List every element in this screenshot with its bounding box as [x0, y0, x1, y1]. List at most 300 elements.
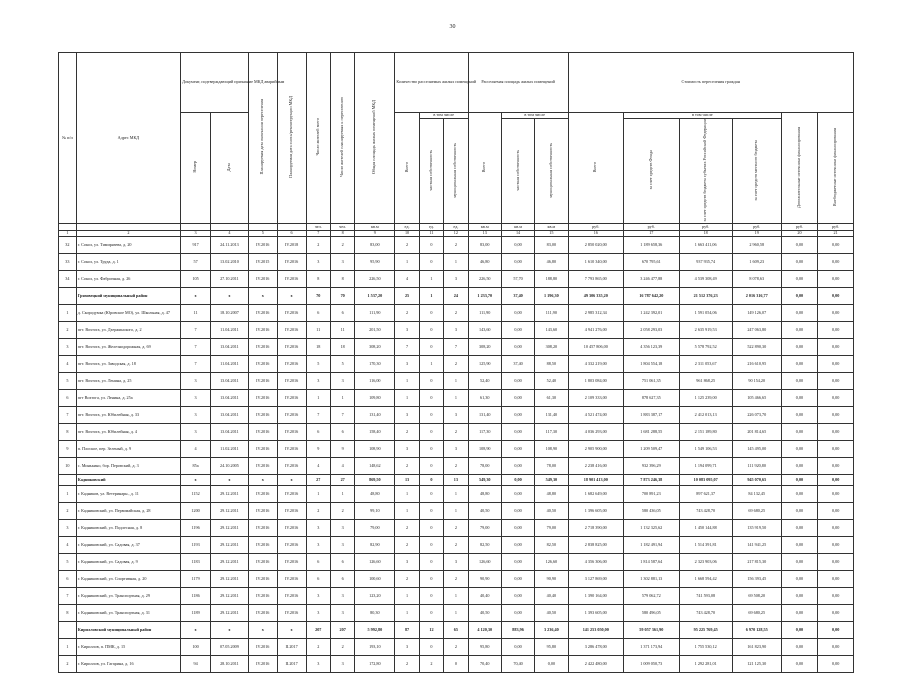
cell-dem: IV.2016: [277, 458, 306, 475]
table-row: [59, 503, 854, 520]
cell-area: 170,30: [355, 356, 395, 373]
cell-a: 111,90: [468, 305, 501, 322]
cell-cl: 135 919,50: [732, 520, 781, 537]
cell-dem: II.2017: [277, 656, 306, 673]
address-cell: д. Скородумка (Юровское МО), ул. Школьная, д. 47: [76, 305, 180, 322]
cell-num: x: [181, 622, 211, 639]
cell-rp: 1: [419, 288, 443, 305]
cell-r: 2: [395, 305, 419, 322]
cell-a: 83,00: [468, 237, 501, 254]
cell-cl: 226 073,70: [732, 407, 781, 424]
cell-rp: 0: [419, 373, 443, 390]
cell-cl: 522 890,30: [732, 339, 781, 356]
cell-ap: 883,96: [501, 622, 534, 639]
cell-ce2: 0,00: [818, 305, 854, 322]
cell-am: 40,50: [535, 503, 568, 520]
cell-n: 7: [59, 407, 77, 424]
column-number-cell: 8: [330, 231, 354, 237]
cell-a: 40,50: [468, 503, 501, 520]
cell-n: 3: [59, 520, 77, 537]
cell-date: 29.12.2011: [211, 486, 249, 503]
cell-rm: 1: [444, 254, 468, 271]
cell-cl: 945 070,65: [732, 475, 781, 486]
unit-cell: руб.: [732, 224, 781, 231]
cell-n: 8: [59, 424, 77, 441]
cell-ap: 57,70: [501, 271, 534, 288]
cell-ap: 0,00: [501, 407, 534, 424]
cell-end: IV.2016: [248, 356, 277, 373]
cell-ct: 49 306 335,20: [568, 288, 624, 305]
header-doc-group: Документ, подтверждающий признание МКД аварийным: [181, 53, 249, 113]
cell-n: 5: [59, 373, 77, 390]
cell-res2: 207: [330, 622, 354, 639]
cell-cr: 1 668 594,42: [679, 571, 732, 588]
cell-num: x: [181, 475, 211, 486]
cell-ct: 1 390 164,00: [568, 588, 624, 605]
header-row-groups: [59, 53, 854, 113]
cell-ce: 0,00: [781, 254, 818, 271]
table-row: [59, 458, 854, 475]
cell-am: 48,80: [535, 486, 568, 503]
cell-a: 125,90: [468, 356, 501, 373]
cell-res2: 18: [330, 339, 354, 356]
cell-ce2: 0,00: [818, 537, 854, 554]
cell-ce2: 0,00: [818, 356, 854, 373]
cell-res: 1: [306, 390, 330, 407]
cell-rp: 0: [419, 571, 443, 588]
cell-cl: 145 495,00: [732, 441, 781, 458]
cell-num: 4: [181, 441, 211, 458]
cell-rp: 0: [419, 339, 443, 356]
cell-ct: 1 682 649,00: [568, 486, 624, 503]
cell-cl: 247 063,80: [732, 322, 781, 339]
cell-end: x: [248, 288, 277, 305]
address-cell: г. Кириллов, п. ПМК, д. 15: [76, 639, 180, 656]
cell-rm: 65: [444, 622, 468, 639]
cell-dem: IV.2018: [277, 237, 306, 254]
column-number-cell: 20: [781, 231, 818, 237]
cell-date: 18.10.2007: [211, 305, 249, 322]
cell-area: 100,60: [355, 571, 395, 588]
cell-a: 117,30: [468, 424, 501, 441]
cell-rp: 0: [419, 254, 443, 271]
header-area-incl: в том числе: [501, 113, 568, 119]
cell-area: 109,80: [355, 390, 395, 407]
cell-area: 99,10: [355, 503, 395, 520]
cell-end: IV.2016: [248, 322, 277, 339]
cell-res2: 7: [330, 407, 354, 424]
cell-end: IV.2016: [248, 424, 277, 441]
cell-ap: 0,00: [501, 486, 534, 503]
cell-cr: 95 225 769,45: [679, 622, 732, 639]
header-rooms-total: Всего: [395, 113, 419, 224]
cell-num: 11: [181, 305, 211, 322]
cell-a: 78,00: [468, 458, 501, 475]
cell-cr: 1 292 281,01: [679, 656, 732, 673]
column-number-cell: 21: [818, 231, 854, 237]
cell-am: 117,30: [535, 424, 568, 441]
cell-r: 2: [395, 656, 419, 673]
cell-r: 1: [395, 588, 419, 605]
table-row: [59, 390, 854, 407]
cell-cf: 1 242 392,01: [624, 305, 680, 322]
header-cost-extra: Дополнительные источники финансирования: [781, 113, 818, 224]
cell-cl: 90 154,20: [732, 373, 781, 390]
cell-ce2: 0,00: [818, 458, 854, 475]
cell-ce2: 0,00: [818, 520, 854, 537]
cell-ce2: 0,00: [818, 605, 854, 622]
unit-cell: кв.м: [501, 224, 534, 231]
cell-ap: 0,00: [501, 639, 534, 656]
cell-res2: 9: [330, 441, 354, 458]
column-number-cell: 14: [501, 231, 534, 237]
cell-rm: 13: [444, 475, 468, 486]
cell-cl: 69 508,20: [732, 588, 781, 605]
cell-r: 25: [395, 288, 419, 305]
cell-res: 8: [306, 271, 330, 288]
cell-ap: 0,00: [501, 339, 534, 356]
cell-area: 80,30: [355, 605, 395, 622]
cell-cr: 1 755 530,12: [679, 639, 732, 656]
cell-rp: 0: [419, 639, 443, 656]
cell-cl: 141 941,25: [732, 537, 781, 554]
column-number-cell: 12: [444, 231, 468, 237]
address-cell: г. Кириллов, ул. Гагарина, д. 16: [76, 656, 180, 673]
address-cell: г. Кадниковский, ул. Садовая, д. 37: [76, 537, 180, 554]
cell-n: 4: [59, 356, 77, 373]
cell-ce2: 0,00: [818, 390, 854, 407]
cell-end: IV.2016: [248, 537, 277, 554]
cell-n: 34: [59, 271, 77, 288]
table-row: [59, 322, 854, 339]
cell-cr: 1 125 239,00: [679, 390, 732, 407]
table-row: [59, 407, 854, 424]
cell-rp: 0: [419, 407, 443, 424]
cell-area: 123,20: [355, 588, 395, 605]
cell-am: 40,40: [535, 588, 568, 605]
cell-r: 87: [395, 622, 419, 639]
cell-r: 2: [395, 571, 419, 588]
address-cell: пгт. Вохтога, ул. Железнодорожная, д. 69: [76, 339, 180, 356]
cell-n: 2: [59, 656, 77, 673]
unit-cell: кв.м: [355, 224, 395, 231]
cell-am: 188,80: [535, 271, 568, 288]
header-area-private: частная собственность: [501, 118, 534, 223]
cell-ap: 0,00: [501, 571, 534, 588]
cell-num: 3: [181, 373, 211, 390]
cell-cf: 59 057 361,90: [624, 622, 680, 639]
cell-ce: 0,00: [781, 571, 818, 588]
cell-dem: IV.2016: [277, 254, 306, 271]
cell-a: 308,20: [468, 339, 501, 356]
cell-area: 1 537,20: [355, 288, 395, 305]
cell-rm: 7: [444, 339, 468, 356]
cell-res2: 2: [330, 237, 354, 254]
cell-r: 7: [395, 339, 419, 356]
cell-cr: 21 512 376,23: [679, 288, 732, 305]
cell-cr: 5 578 792,52: [679, 339, 732, 356]
cell-cf: 580 436,05: [624, 503, 680, 520]
subtotal-row: [59, 622, 854, 639]
cell-ce2: 0,00: [818, 588, 854, 605]
unit-cell: руб.: [568, 224, 624, 231]
cell-cl: 149 126,07: [732, 305, 781, 322]
cell-n: 5: [59, 554, 77, 571]
cell-res2: 3: [330, 373, 354, 390]
cell-dem: IV.2016: [277, 520, 306, 537]
cell-cf: 1 814 587,64: [624, 554, 680, 571]
cell-dem: IV.2016: [277, 339, 306, 356]
cell-end: IV.2016: [248, 271, 277, 288]
cell-dem: IV.2016: [277, 588, 306, 605]
cell-dem: IV.2016: [277, 356, 306, 373]
cell-rp: 0: [419, 475, 443, 486]
table-row: [59, 486, 854, 503]
cell-cr: 2 412 013,13: [679, 407, 732, 424]
unit-cell: чел.: [330, 224, 354, 231]
cell-dem: IV.2016: [277, 441, 306, 458]
cell-dem: IV.2016: [277, 554, 306, 571]
cell-ce2: 0,00: [818, 639, 854, 656]
cell-rp: 1: [419, 271, 443, 288]
cell-rm: 1: [444, 588, 468, 605]
column-number-cell: 2: [76, 231, 180, 237]
unit-cell: кв.м: [535, 224, 568, 231]
cell-rp: 0: [419, 390, 443, 407]
cell-am: 52,40: [535, 373, 568, 390]
cell-ce2: 0,00: [818, 503, 854, 520]
header-rooms-private: частная собственность: [419, 118, 443, 223]
cell-ce: 0,00: [781, 373, 818, 390]
cell-num: 917: [181, 237, 211, 254]
cell-cf: 670 795,61: [624, 254, 680, 271]
cell-am: 0,00: [535, 656, 568, 673]
cell-area: 126,60: [355, 554, 395, 571]
cell-cf: 751 061,35: [624, 373, 680, 390]
cell-ct: 7 793 865,00: [568, 271, 624, 288]
column-number-cell: 1: [59, 231, 77, 237]
header-doc-date: Дата: [211, 113, 249, 224]
cell-r: 2: [395, 424, 419, 441]
cell-cl: 161 823,90: [732, 639, 781, 656]
address-cell: пгт. Вохтога, ул. Юбилейная, д. 4: [76, 424, 180, 441]
cell-res: 3: [306, 373, 330, 390]
cell-ct: 2 985 312,34: [568, 305, 624, 322]
cell-res: 6: [306, 424, 330, 441]
cell-cf: 932 396,29: [624, 458, 680, 475]
cell-ct: 3 127 869,00: [568, 571, 624, 588]
table-row: [59, 373, 854, 390]
cell-ce2: 0,00: [818, 424, 854, 441]
cell-date: 24.11.2013: [211, 237, 249, 254]
address-cell: Кадниковский: [76, 475, 180, 486]
cell-res: 3: [306, 656, 330, 673]
cell-ce2: 0,00: [818, 554, 854, 571]
cell-res2: 3: [330, 537, 354, 554]
cell-am: 131,40: [535, 407, 568, 424]
cell-end: IV.2016: [248, 605, 277, 622]
cell-num: 100: [181, 639, 211, 656]
header-doc-number: Номер: [181, 113, 211, 224]
cell-rm: 2: [444, 520, 468, 537]
cell-rm: 2: [444, 356, 468, 373]
cell-res: 7: [306, 407, 330, 424]
column-number-cell: 19: [732, 231, 781, 237]
cell-ct: 1 610 340,00: [568, 254, 624, 271]
cell-ce: 0,00: [781, 537, 818, 554]
table-row: [59, 537, 854, 554]
address-cell: г. Кадниковский, ул. Транспортная, д. 29: [76, 588, 180, 605]
cell-am: 90,90: [535, 571, 568, 588]
cell-num: 1189: [181, 605, 211, 622]
header-cost-fund: за счет средств Фонда: [624, 118, 680, 223]
cell-dem: IV.2016: [277, 605, 306, 622]
column-number-cell: 7: [306, 231, 330, 237]
cell-ct: 18 901 413,00: [568, 475, 624, 486]
cell-rm: 3: [444, 322, 468, 339]
cell-rp: 0: [419, 605, 443, 622]
cell-ct: 3 286 478,00: [568, 639, 624, 656]
cell-r: 2: [395, 537, 419, 554]
header-planned-end: Планируемая дата окончания переселения: [248, 53, 277, 224]
cell-area: 111,90: [355, 305, 395, 322]
cell-cl: 69 680,25: [732, 503, 781, 520]
cell-area: 226,50: [355, 271, 395, 288]
column-number-cell: 5: [248, 231, 277, 237]
cell-ce2: 0,00: [818, 571, 854, 588]
cell-res2: 3: [330, 656, 354, 673]
cell-n: 4: [59, 537, 77, 554]
cell-area: 308,20: [355, 339, 395, 356]
cell-cr: 2 151 189,80: [679, 424, 732, 441]
cell-cl: 6 970 128,55: [732, 622, 781, 639]
cell-ce: 0,00: [781, 458, 818, 475]
cell-r: 13: [395, 475, 419, 486]
cell-a: 48,80: [468, 486, 501, 503]
cell-dem: x: [277, 622, 306, 639]
cell-end: IV.2016: [248, 520, 277, 537]
cell-dem: IV.2016: [277, 407, 306, 424]
header-address: Адрес МКД: [76, 53, 180, 224]
cell-n: [59, 288, 77, 305]
address-cell: г. Сокол, ул. Тимирязева, д. 20: [76, 237, 180, 254]
cell-date: 11.04.2011: [211, 322, 249, 339]
cell-ce: 0,00: [781, 475, 818, 486]
cell-rm: 2: [444, 237, 468, 254]
cell-dem: IV.2016: [277, 424, 306, 441]
cell-ce2: 0,00: [818, 254, 854, 271]
cell-rp: 2: [419, 656, 443, 673]
cell-cf: 579 062,72: [624, 588, 680, 605]
cell-res2: 3: [330, 588, 354, 605]
header-rooms-municipal: муниципальная собственность: [444, 118, 468, 223]
cell-ce2: 0,00: [818, 407, 854, 424]
cell-dem: x: [277, 288, 306, 305]
cell-res2: 6: [330, 305, 354, 322]
cell-cr: 1 514 391,81: [679, 537, 732, 554]
cell-res: 3: [306, 520, 330, 537]
cell-n: 7: [59, 588, 77, 605]
cell-cf: 7 873 246,38: [624, 475, 680, 486]
cell-end: IV.2016: [248, 571, 277, 588]
cell-cf: 1 883 387,17: [624, 407, 680, 424]
cell-res2: 6: [330, 424, 354, 441]
cell-am: 78,00: [535, 458, 568, 475]
cell-n: 8: [59, 605, 77, 622]
cell-cf: 1 132 325,62: [624, 520, 680, 537]
cell-a: 226,50: [468, 271, 501, 288]
header-area-total: Всего: [468, 113, 501, 224]
cell-res: 5: [306, 356, 330, 373]
cell-cr: 743 428,70: [679, 503, 732, 520]
cell-end: IV.2016: [248, 486, 277, 503]
header-planned-demolition: Планируемая дата сноса/реконструкции МКД: [277, 53, 306, 224]
cell-end: IV.2016: [248, 458, 277, 475]
cell-ap: 0,00: [501, 424, 534, 441]
cell-cr: 1 663 411,06: [679, 237, 732, 254]
cell-r: 2: [395, 458, 419, 475]
table-row: [59, 339, 854, 356]
cell-ct: 1 396 605,00: [568, 503, 624, 520]
cell-r: 3: [395, 322, 419, 339]
cell-date: 13.04.2011: [211, 424, 249, 441]
address-cell: Грязовецкий муниципальный район: [76, 288, 180, 305]
cell-res: 6: [306, 571, 330, 588]
cell-res2: 2: [330, 503, 354, 520]
cell-area: 172,80: [355, 656, 395, 673]
cell-rp: 12: [419, 622, 443, 639]
cell-n: [59, 475, 77, 486]
table-row: [59, 520, 854, 537]
cell-ce2: 0,00: [818, 271, 854, 288]
cell-end: IV.2016: [248, 588, 277, 605]
column-number-cell: 4: [211, 231, 249, 237]
cell-ct: 2 718 390,00: [568, 520, 624, 537]
cell-ce: 0,00: [781, 605, 818, 622]
cell-cr: 2 635 919,53: [679, 322, 732, 339]
cell-ap: 0,00: [501, 441, 534, 458]
cell-rm: 2: [444, 305, 468, 322]
cell-a: 4 120,30: [468, 622, 501, 639]
unit-cell: чел.: [306, 224, 330, 231]
address-cell: г. Кадниковский, ул. Транспортная, д. 31: [76, 605, 180, 622]
cell-res: 2: [306, 503, 330, 520]
cell-ap: 0,00: [501, 458, 534, 475]
cell-rm: 2: [444, 571, 468, 588]
cell-rp: 0: [419, 322, 443, 339]
address-cell: г. Сокол, ул. Фабричная, д. 26: [76, 271, 180, 288]
cell-ap: 37,40: [501, 356, 534, 373]
cell-date: 29.12.2011: [211, 605, 249, 622]
cell-date: 29.12.2011: [211, 571, 249, 588]
cell-a: 95,80: [468, 639, 501, 656]
cell-date: 27.10.2011: [211, 271, 249, 288]
cell-rp: 0: [419, 503, 443, 520]
cell-r: 1: [395, 503, 419, 520]
cell-rp: 0: [419, 305, 443, 322]
cell-am: 40,50: [535, 605, 568, 622]
cell-a: 61,30: [468, 390, 501, 407]
cell-res2: 8: [330, 271, 354, 288]
cell-ce: 0,00: [781, 520, 818, 537]
cell-num: 1152: [181, 486, 211, 503]
cell-area: 158,40: [355, 424, 395, 441]
cell-num: 57: [181, 254, 211, 271]
cell-dem: IV.2016: [277, 271, 306, 288]
cell-r: 2: [395, 520, 419, 537]
cell-am: 108,90: [535, 441, 568, 458]
cell-cf: 1 302 881,13: [624, 571, 680, 588]
